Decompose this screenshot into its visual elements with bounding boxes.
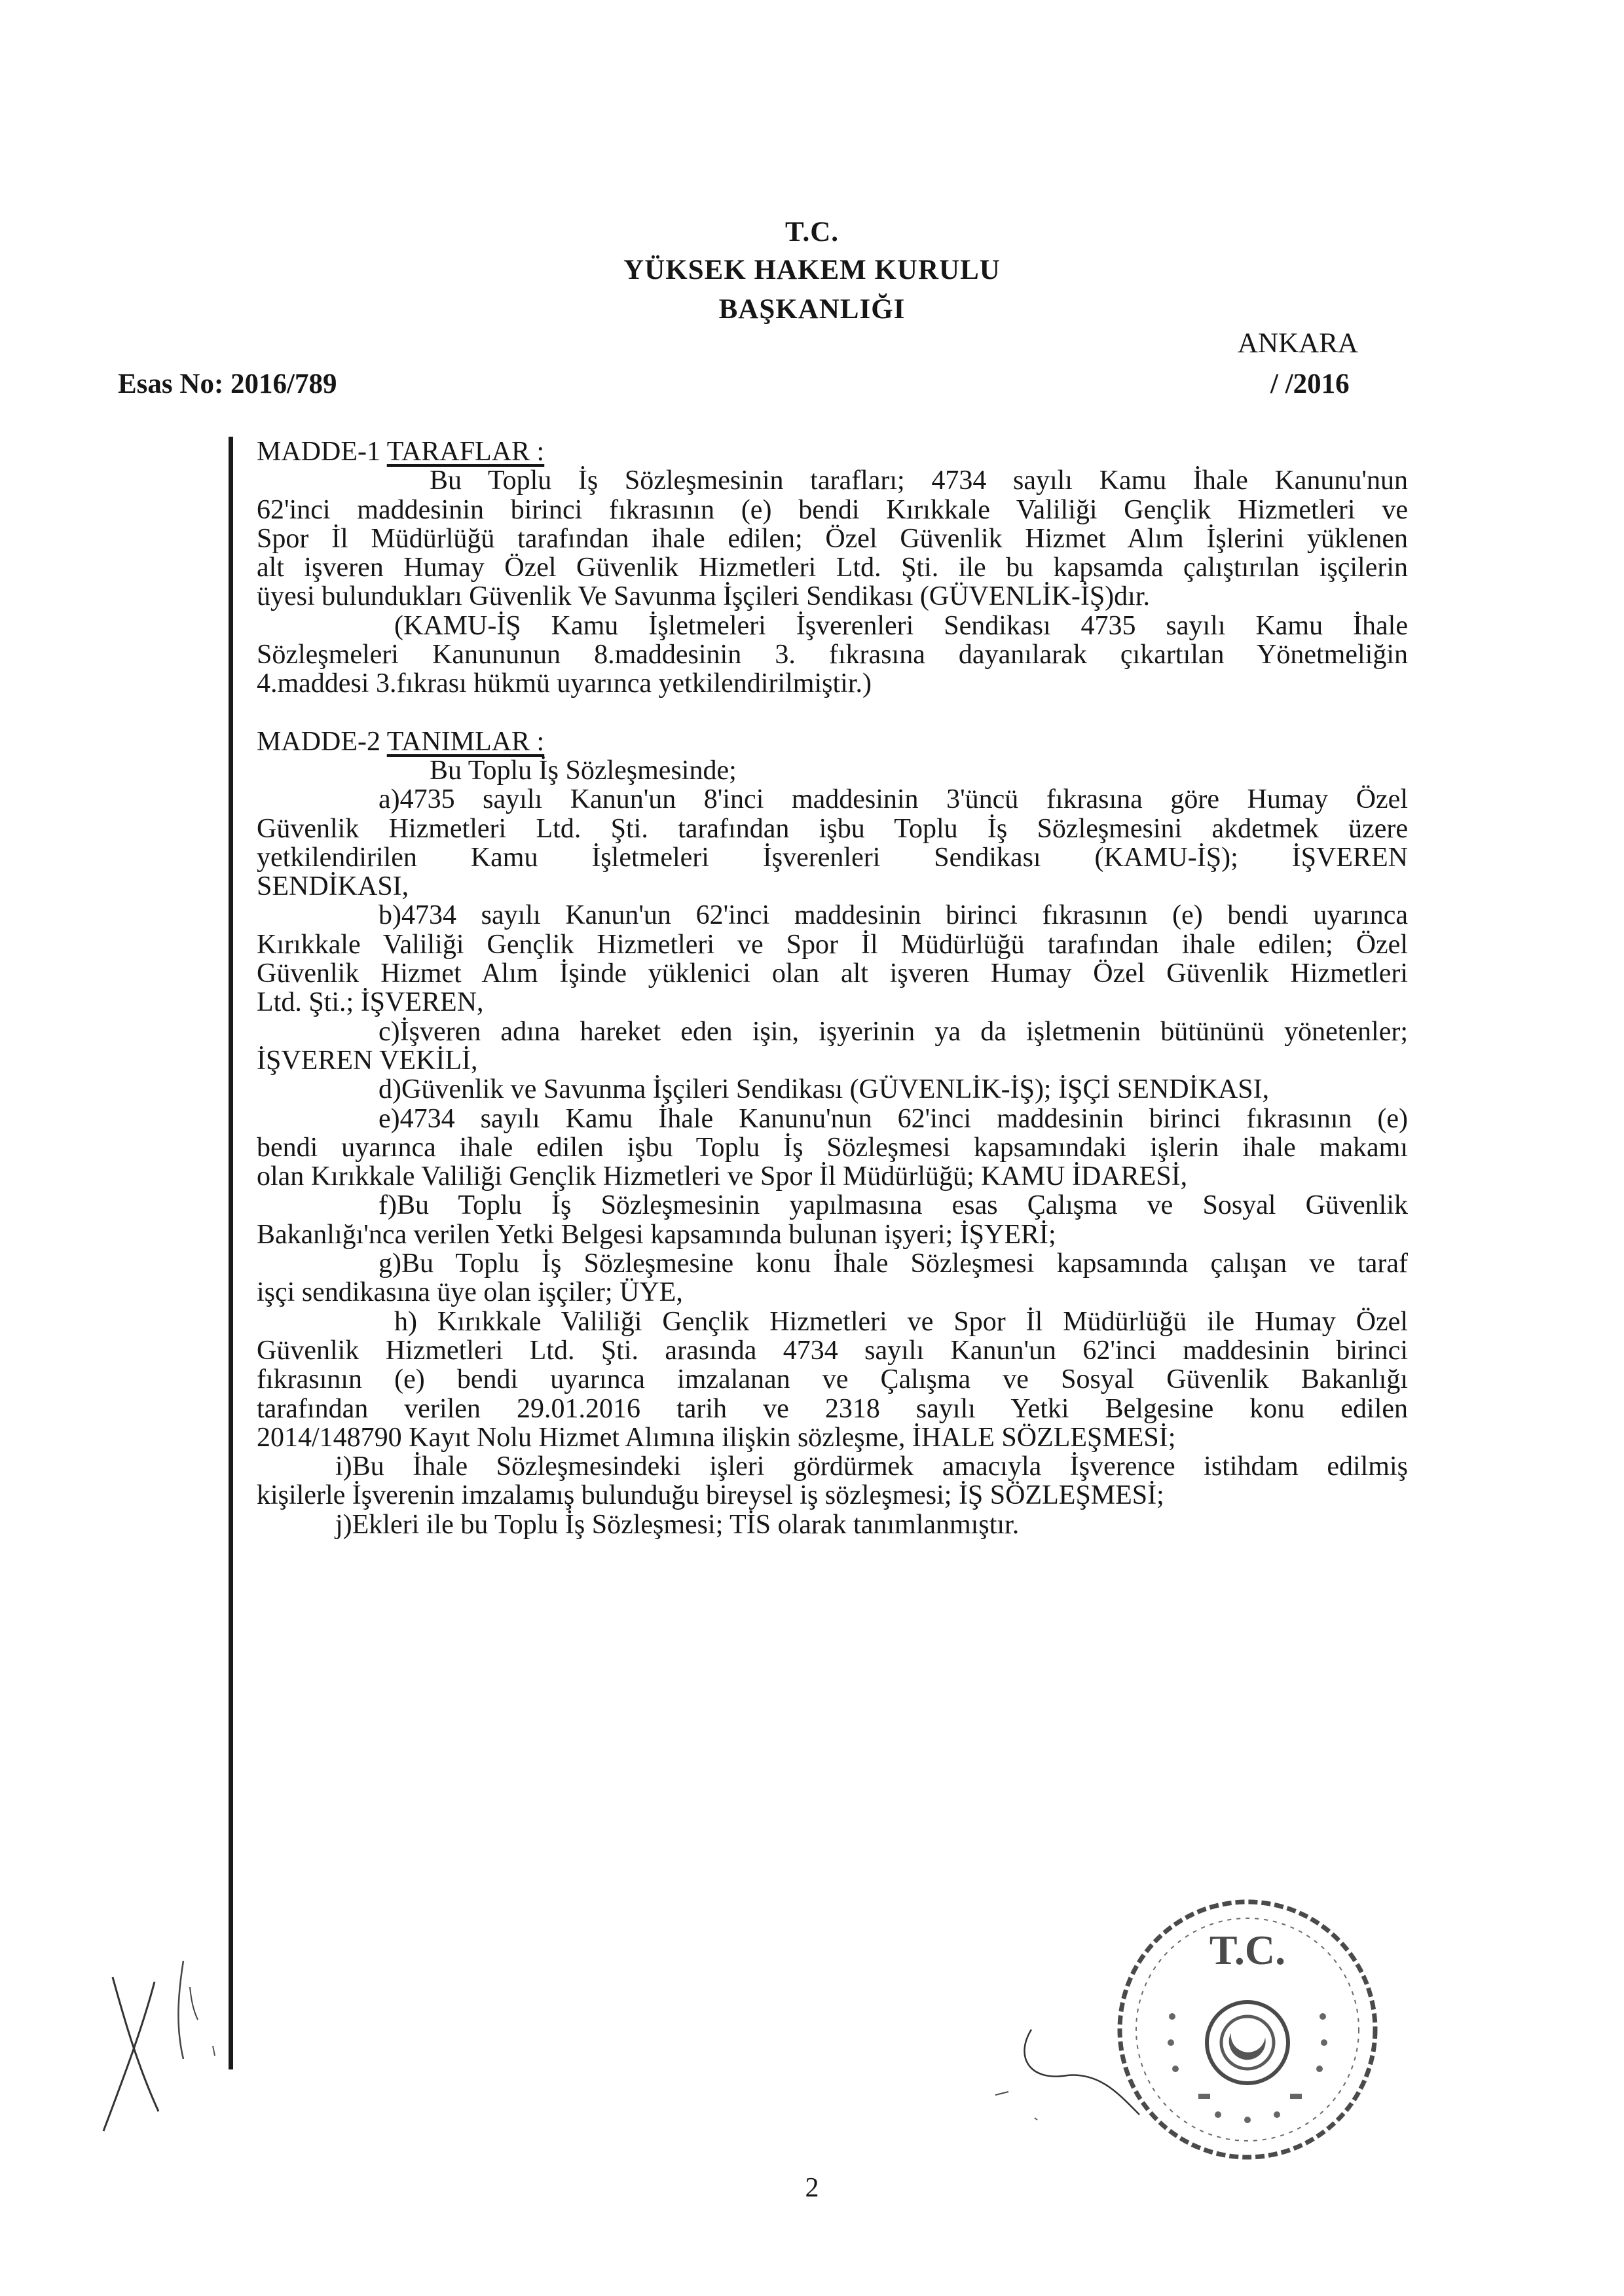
article-2-line: b)4734 sayılı Kanun'un 62'inci maddesinin birinci fıkrasının (e) bendi uyarınca: [378, 900, 1408, 931]
header-date: / /2016: [1270, 369, 1350, 399]
left-margin-bar: [229, 437, 233, 2069]
header-office: BAŞKANLIĞI: [718, 294, 906, 325]
article-2-line: e)4734 sayılı Kamu İhale Kanunu'nun 62'inci maddesinin birinci fıkrasının (e): [378, 1103, 1408, 1134]
article-1-line: Sözleşmeleri Kanununun 8.maddesinin 3. fıkrasına dayanılarak çıkartılan Yönetmeliğin: [257, 640, 1408, 670]
header-country: T.C.: [784, 217, 840, 247]
article-2-line: kişilerle İşverenin imzalamış bulunduğu bireysel iş sözleşmesi; İŞ SÖZLEŞMESİ;: [257, 1480, 1164, 1511]
case-number: Esas No: 2016/789: [118, 369, 337, 399]
article-2-line: h) Kırıkkale Valiliği Gençlik Hizmetleri ve Spor İl Müdürlüğü ile Humay Özel: [394, 1306, 1408, 1337]
article-2-line: c)İşveren adına hareket eden işin, işyerinin ya da işletmenin bütününü yönetenler;: [378, 1016, 1408, 1047]
article-2-line: Güvenlik Hizmetleri Ltd. Şti. tarafından işbu Toplu İş Sözleşmesini akdetmek üzere: [257, 813, 1408, 844]
article-2-line: işçi sendikasına üye olan işçiler; ÜYE,: [257, 1277, 683, 1308]
article-2-line: Bakanlığı'nca verilen Yetki Belgesi kapsamında bulunan işyeri; İŞYERİ;: [257, 1219, 1056, 1250]
article-1-line: Bu Toplu İş Sözleşmesinin tarafları; 4734 sayılı Kamu İhale Kanunu'nun: [430, 465, 1408, 496]
official-stamp: [1094, 1886, 1401, 2174]
article-2-heading: [257, 727, 1408, 756]
article-2-line: a)4735 sayılı Kanun'un 8'inci maddesinin 3'üncü fıkrasına göre Humay Özel: [378, 784, 1408, 815]
handwritten-initials: [85, 1948, 229, 2157]
article-2-line: İŞVEREN VEKİLİ,: [257, 1045, 478, 1076]
article-2-line: f)Bu Toplu İş Sözleşmesinin yapılmasına esas Çalışma ve Sosyal Güvenlik: [378, 1190, 1408, 1221]
article-2-line: Bu Toplu İş Sözleşmesinde;: [430, 755, 737, 786]
header-institution: YÜKSEK HAKEM KURULU: [623, 255, 1001, 285]
article-1-line: Spor İl Müdürlüğü tarafından ihale edilen; Özel Güvenlik Hizmet Alım İşlerini yüklenen: [257, 523, 1408, 554]
article-1-line: alt işveren Humay Özel Güvenlik Hizmetleri Ltd. Şti. ile bu kapsamda çalıştırılan işçilerin: [257, 553, 1408, 583]
article-1-line: 62'inci maddesinin birinci fıkrasının (e) bendi Kırıkkale Valiliği Gençlik Hizmetleri ve: [257, 494, 1408, 525]
article-2-line: g)Bu Toplu İş Sözleşmesine konu İhale Sözleşmesi kapsamında çalışan ve taraf: [378, 1248, 1408, 1279]
article-2-line: olan Kırıkkale Valiliği Gençlik Hizmetleri ve Spor İl Müdürlüğü; KAMU İDARESİ,: [257, 1161, 1188, 1192]
header-city: ANKARA: [1238, 328, 1358, 359]
article-2-line: SENDİKASI,: [257, 871, 409, 902]
page-number: 2: [805, 2173, 819, 2203]
article-1-line: üyesi bulundukları Güvenlik Ve Savunma İşçileri Sendikası (GÜVENLİK-İŞ)dır.: [257, 581, 1150, 612]
article-2-title: TANIMLAR :: [386, 726, 545, 757]
article-2-line: Güvenlik Hizmet Alım İşinde yüklenici olan alt işveren Humay Özel Güvenlik Hizmetleri: [257, 958, 1408, 989]
article-2-line: Ltd. Şti.; İŞVEREN,: [257, 987, 484, 1018]
article-2-line: bendi uyarınca ihale edilen işbu Toplu İş Sözleşmesi kapsamındaki işlerin ihale makamı: [257, 1132, 1408, 1163]
stamp-text: T.C.: [1209, 1927, 1286, 1973]
article-2-number: MADDE-2: [257, 726, 387, 757]
article-1-heading: [257, 437, 1408, 466]
article-2-line: 2014/148790 Kayıt Nolu Hizmet Alımına ilişkin sözleşme, İHALE SÖZLEŞMESİ;: [257, 1422, 1176, 1453]
article-1-number: MADDE-1: [257, 437, 387, 467]
article-2-line: tarafından verilen 29.01.2016 tarih ve 2318 sayılı Yetki Belgesine konu edilen: [257, 1393, 1408, 1424]
article-1-title: TARAFLAR :: [386, 437, 545, 467]
article-1-line: (KAMU-İŞ Kamu İşletmeleri İşverenleri Sendikası 4735 sayılı Kamu İhale: [394, 610, 1408, 641]
document-body: [257, 437, 1408, 1539]
article-2-line: d)Güvenlik ve Savunma İşçileri Sendikası (GÜVENLİK-İŞ); İŞÇİ SENDİKASI,: [378, 1074, 1270, 1105]
article-2-line: fıkrasının (e) bendi uyarınca imzalanan ve Çalışma ve Sosyal Güvenlik Bakanlığı: [257, 1364, 1408, 1395]
article-2-line: Güvenlik Hizmetleri Ltd. Şti. arasında 4734 sayılı Kanun'un 62'inci maddesinin birinci: [257, 1335, 1408, 1366]
article-1-line: 4.maddesi 3.fıkrası hükmü uyarınca yetkilendirilmiştir.): [257, 668, 872, 699]
article-2-line: yetkilendirilen Kamu İşletmeleri İşverenleri Sendikası (KAMU-İŞ); İŞVEREN: [257, 842, 1408, 873]
article-2-line: i)Bu İhale Sözleşmesindeki işleri gördürmek amacıyla İşverence istihdam edilmiş: [335, 1451, 1408, 1482]
article-2-line: j)Ekleri ile bu Toplu İş Sözleşmesi; TİS olarak tanımlanmıştır.: [335, 1509, 1020, 1540]
article-2-line: Kırıkkale Valiliği Gençlik Hizmetleri ve Spor İl Müdürlüğü tarafından ihale edilen; Özel: [257, 929, 1408, 960]
